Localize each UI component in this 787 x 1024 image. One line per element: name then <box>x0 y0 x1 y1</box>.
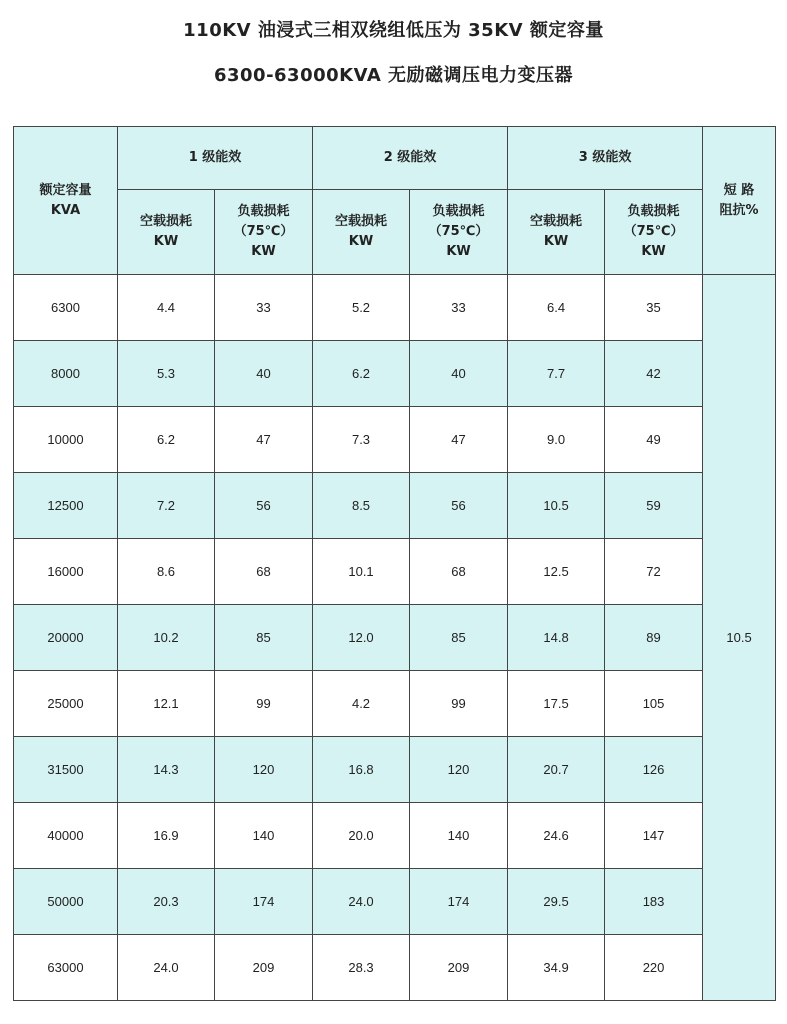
cell-l1-load: 209 <box>215 935 313 1001</box>
cell-l1-load: 174 <box>215 869 313 935</box>
cell-l1-noload: 10.2 <box>118 605 215 671</box>
cell-l3-load: 89 <box>605 605 703 671</box>
cell-l2-noload: 12.0 <box>313 605 410 671</box>
cell-l2-load: 99 <box>410 671 508 737</box>
table-row <box>14 869 776 935</box>
cell-l3-noload: 9.0 <box>508 407 605 473</box>
cell-capacity: 16000 <box>14 539 118 605</box>
load-header-level3 <box>605 190 703 275</box>
table-row <box>14 803 776 869</box>
load-header-temp: （75℃） <box>233 224 294 239</box>
load-header-level1 <box>215 190 313 275</box>
transformer-spec-table <box>13 126 776 1001</box>
cell-l2-load: 56 <box>410 473 508 539</box>
cell-l2-load: 85 <box>410 605 508 671</box>
impedance-header <box>703 127 776 275</box>
cell-l1-noload: 4.4 <box>118 275 215 341</box>
cell-l2-noload: 28.3 <box>313 935 410 1001</box>
cell-l3-noload: 7.7 <box>508 341 605 407</box>
cell-l2-noload: 10.1 <box>313 539 410 605</box>
cell-l1-noload: 14.3 <box>118 737 215 803</box>
cell-l1-load: 40 <box>215 341 313 407</box>
cell-l1-noload: 6.2 <box>118 407 215 473</box>
cell-l3-load: 49 <box>605 407 703 473</box>
cell-l2-load: 40 <box>410 341 508 407</box>
noload-header-unit: KW <box>543 234 569 249</box>
noload-header-label: 空载损耗 <box>335 214 388 229</box>
table-row <box>14 275 776 341</box>
load-header-label: 负载损耗 <box>432 204 485 219</box>
cell-l3-noload: 14.8 <box>508 605 605 671</box>
cell-l1-noload: 7.2 <box>118 473 215 539</box>
cell-l3-load: 72 <box>605 539 703 605</box>
cell-l2-load: 209 <box>410 935 508 1001</box>
load-header-label: 负载损耗 <box>237 204 290 219</box>
cell-capacity: 12500 <box>14 473 118 539</box>
cell-l3-load: 183 <box>605 869 703 935</box>
capacity-header-label: 额定容量 <box>39 182 92 198</box>
page-title-line1: 110KV 油浸式三相双绕组低压为 35KV 额定容量 <box>183 20 604 41</box>
noload-header-unit: KW <box>348 234 374 249</box>
impedance-header-label: 短 路 <box>723 182 755 198</box>
cell-l1-load: 140 <box>215 803 313 869</box>
cell-l1-load: 33 <box>215 275 313 341</box>
table-row <box>14 737 776 803</box>
cell-l2-load: 47 <box>410 407 508 473</box>
noload-header-level1 <box>118 190 215 275</box>
cell-l1-noload: 16.9 <box>118 803 215 869</box>
cell-l2-noload: 5.2 <box>313 275 410 341</box>
cell-capacity: 50000 <box>14 869 118 935</box>
noload-header-label: 空载损耗 <box>139 214 192 229</box>
table-row <box>14 407 776 473</box>
cell-l2-load: 140 <box>410 803 508 869</box>
cell-l2-noload: 16.8 <box>313 737 410 803</box>
cell-l3-noload: 29.5 <box>508 869 605 935</box>
cell-capacity: 63000 <box>14 935 118 1001</box>
cell-l1-load: 56 <box>215 473 313 539</box>
cell-l3-load: 35 <box>605 275 703 341</box>
cell-l3-noload: 34.9 <box>508 935 605 1001</box>
cell-capacity: 10000 <box>14 407 118 473</box>
cell-l3-load: 126 <box>605 737 703 803</box>
cell-l2-load: 68 <box>410 539 508 605</box>
cell-capacity: 6300 <box>14 275 118 341</box>
cell-l3-load: 105 <box>605 671 703 737</box>
noload-header-level3 <box>508 190 605 275</box>
load-header-unit: KW <box>251 244 276 259</box>
group-header-level2: 2 级能效 <box>313 127 508 190</box>
cell-l1-load: 68 <box>215 539 313 605</box>
cell-l2-noload: 20.0 <box>313 803 410 869</box>
load-header-temp: （75℃） <box>428 224 489 239</box>
load-header-label: 负载损耗 <box>627 204 680 219</box>
load-header-level2 <box>410 190 508 275</box>
cell-l3-noload: 12.5 <box>508 539 605 605</box>
cell-l1-load: 120 <box>215 737 313 803</box>
table-body <box>14 275 776 1001</box>
cell-l3-noload: 20.7 <box>508 737 605 803</box>
cell-l1-load: 99 <box>215 671 313 737</box>
cell-l2-noload: 7.3 <box>313 407 410 473</box>
cell-l3-load: 147 <box>605 803 703 869</box>
load-header-unit: KW <box>641 244 666 259</box>
noload-header-unit: KW <box>153 234 179 249</box>
table-row <box>14 671 776 737</box>
cell-capacity: 31500 <box>14 737 118 803</box>
cell-l1-noload: 24.0 <box>118 935 215 1001</box>
noload-header-label: 空载损耗 <box>530 214 583 229</box>
cell-l2-noload: 24.0 <box>313 869 410 935</box>
cell-l2-noload: 6.2 <box>313 341 410 407</box>
cell-l3-noload: 10.5 <box>508 473 605 539</box>
cell-l2-noload: 8.5 <box>313 473 410 539</box>
table-row <box>14 539 776 605</box>
cell-capacity: 20000 <box>14 605 118 671</box>
cell-l1-noload: 5.3 <box>118 341 215 407</box>
cell-l3-load: 42 <box>605 341 703 407</box>
group-header-level1: 1 级能效 <box>118 127 313 190</box>
header-row-metrics <box>14 190 776 275</box>
cell-l2-load: 33 <box>410 275 508 341</box>
cell-l1-noload: 8.6 <box>118 539 215 605</box>
load-header-unit: KW <box>446 244 471 259</box>
table-row <box>14 935 776 1001</box>
cell-l2-noload: 4.2 <box>313 671 410 737</box>
cell-impedance: 10.5 <box>703 275 776 1001</box>
cell-l3-load: 59 <box>605 473 703 539</box>
page-title-line2: 6300-63000KVA 无励磁调压电力变压器 <box>213 65 574 86</box>
cell-capacity: 40000 <box>14 803 118 869</box>
cell-l2-load: 174 <box>410 869 508 935</box>
header-row-groups <box>14 127 776 190</box>
cell-l3-load: 220 <box>605 935 703 1001</box>
cell-l1-noload: 12.1 <box>118 671 215 737</box>
group-header-level3: 3 级能效 <box>508 127 703 190</box>
table-row <box>14 605 776 671</box>
capacity-header-unit: KVA <box>50 202 81 218</box>
noload-header-level2 <box>313 190 410 275</box>
impedance-header-unit: 阻抗% <box>719 202 759 218</box>
cell-l3-noload: 17.5 <box>508 671 605 737</box>
cell-l2-load: 120 <box>410 737 508 803</box>
cell-capacity: 25000 <box>14 671 118 737</box>
cell-l3-noload: 6.4 <box>508 275 605 341</box>
table-row <box>14 341 776 407</box>
capacity-header <box>14 127 118 275</box>
cell-l1-noload: 20.3 <box>118 869 215 935</box>
cell-l1-load: 47 <box>215 407 313 473</box>
cell-l3-noload: 24.6 <box>508 803 605 869</box>
cell-l1-load: 85 <box>215 605 313 671</box>
cell-capacity: 8000 <box>14 341 118 407</box>
load-header-temp: （75℃） <box>623 224 684 239</box>
table-row <box>14 473 776 539</box>
